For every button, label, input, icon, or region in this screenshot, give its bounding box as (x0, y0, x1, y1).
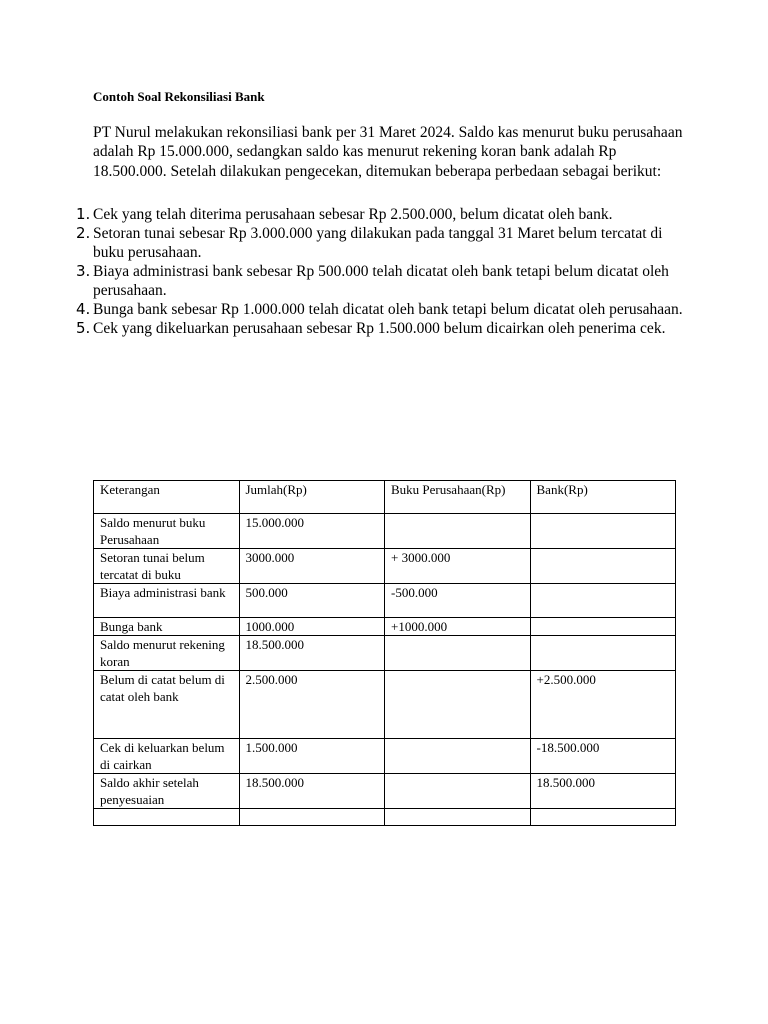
table-cell (94, 809, 240, 826)
list-item-number: 1. (76, 205, 91, 223)
table-row (94, 809, 676, 826)
table-cell: Belum di catat belum di catat oleh bank (94, 671, 240, 739)
table-cell: Bunga bank (94, 618, 240, 636)
table-cell (530, 809, 676, 826)
table-cell: Saldo menurut rekening koran (94, 636, 240, 671)
table-row (94, 739, 676, 774)
list-item-text: Setoran tunai sebesar Rp 3.000.000 yang dilakukan pada tanggal 31 Maret belum tercatat di buku perusahaan. (93, 225, 663, 261)
table-cell: -18.500.000 (530, 739, 676, 774)
table-row (94, 774, 676, 809)
list-item (76, 262, 686, 300)
table-cell (530, 514, 676, 549)
table-cell: +1000.000 (385, 618, 531, 636)
table-row (94, 514, 676, 549)
table-cell: Setoran tunai belum tercatat di buku (94, 549, 240, 584)
table-cell (385, 671, 531, 739)
reconciliation-table (93, 480, 676, 826)
difference-list (76, 205, 686, 338)
table-cell (530, 636, 676, 671)
list-item-text: Cek yang dikeluarkan perusahaan sebesar Rp 1.500.000 belum dicairkan oleh penerima cek. (93, 320, 666, 337)
header-jumlah: Jumlah(Rp) (239, 481, 385, 514)
header-bank: Bank(Rp) (530, 481, 676, 514)
table-header-row (94, 481, 676, 514)
table-cell (239, 809, 385, 826)
table-cell: -500.000 (385, 584, 531, 618)
list-item-text: Biaya administrasi bank sebesar Rp 500.000 telah dicatat oleh bank tetapi belum dicatat oleh perusahaan. (93, 263, 669, 299)
list-item (76, 319, 686, 338)
table-cell: 1000.000 (239, 618, 385, 636)
table-cell (385, 809, 531, 826)
table-cell: 2.500.000 (239, 671, 385, 739)
table-cell: 3000.000 (239, 549, 385, 584)
table-cell: 15.000.000 (239, 514, 385, 549)
table-cell (385, 774, 531, 809)
intro-paragraph: PT Nurul melakukan rekonsiliasi bank per 31 Maret 2024. Saldo kas menurut buku perusahaan adalah Rp 15.000.000, sedangkan saldo kas menurut rekening koran bank adalah Rp 18.500.000. Setelah dilakukan pengecekan, ditemukan beberapa perbedaan sebagai berikut: (93, 124, 683, 180)
table-cell: + 3000.000 (385, 549, 531, 584)
table-cell: Biaya administrasi bank (94, 584, 240, 618)
table-row (94, 671, 676, 739)
list-item-number: 3. (76, 262, 91, 280)
table-cell (385, 514, 531, 549)
list-item-number: 4. (76, 300, 91, 318)
table-cell (385, 739, 531, 774)
table-cell: 18.500.000 (239, 636, 385, 671)
table-cell: 18.500.000 (239, 774, 385, 809)
table-cell (530, 549, 676, 584)
header-buku-perusahaan: Buku Perusahaan(Rp) (385, 481, 531, 514)
table-cell (530, 618, 676, 636)
header-keterangan: Keterangan (94, 481, 240, 514)
table-cell: 18.500.000 (530, 774, 676, 809)
table-row (94, 618, 676, 636)
table-cell: Saldo akhir setelah penyesuaian (94, 774, 240, 809)
list-item-number: 5. (76, 319, 91, 337)
table-cell: Saldo menurut buku Perusahaan (94, 514, 240, 549)
table-row (94, 636, 676, 671)
table-cell: +2.500.000 (530, 671, 676, 739)
list-item-text: Bunga bank sebesar Rp 1.000.000 telah dicatat oleh bank tetapi belum dicatat oleh perusahaan. (93, 301, 683, 318)
list-item (76, 205, 686, 224)
table-cell (385, 636, 531, 671)
list-item (76, 300, 686, 319)
list-item (76, 224, 686, 262)
table-row (94, 584, 676, 618)
document-title: Contoh Soal Rekonsiliasi Bank (93, 89, 265, 104)
list-item-number: 2. (76, 224, 91, 242)
table-cell: 1.500.000 (239, 739, 385, 774)
table-cell: Cek di keluarkan belum di cairkan (94, 739, 240, 774)
table-row (94, 549, 676, 584)
table-cell (530, 584, 676, 618)
table-cell: 500.000 (239, 584, 385, 618)
list-item-text: Cek yang telah diterima perusahaan sebesar Rp 2.500.000, belum dicatat oleh bank. (93, 206, 613, 223)
